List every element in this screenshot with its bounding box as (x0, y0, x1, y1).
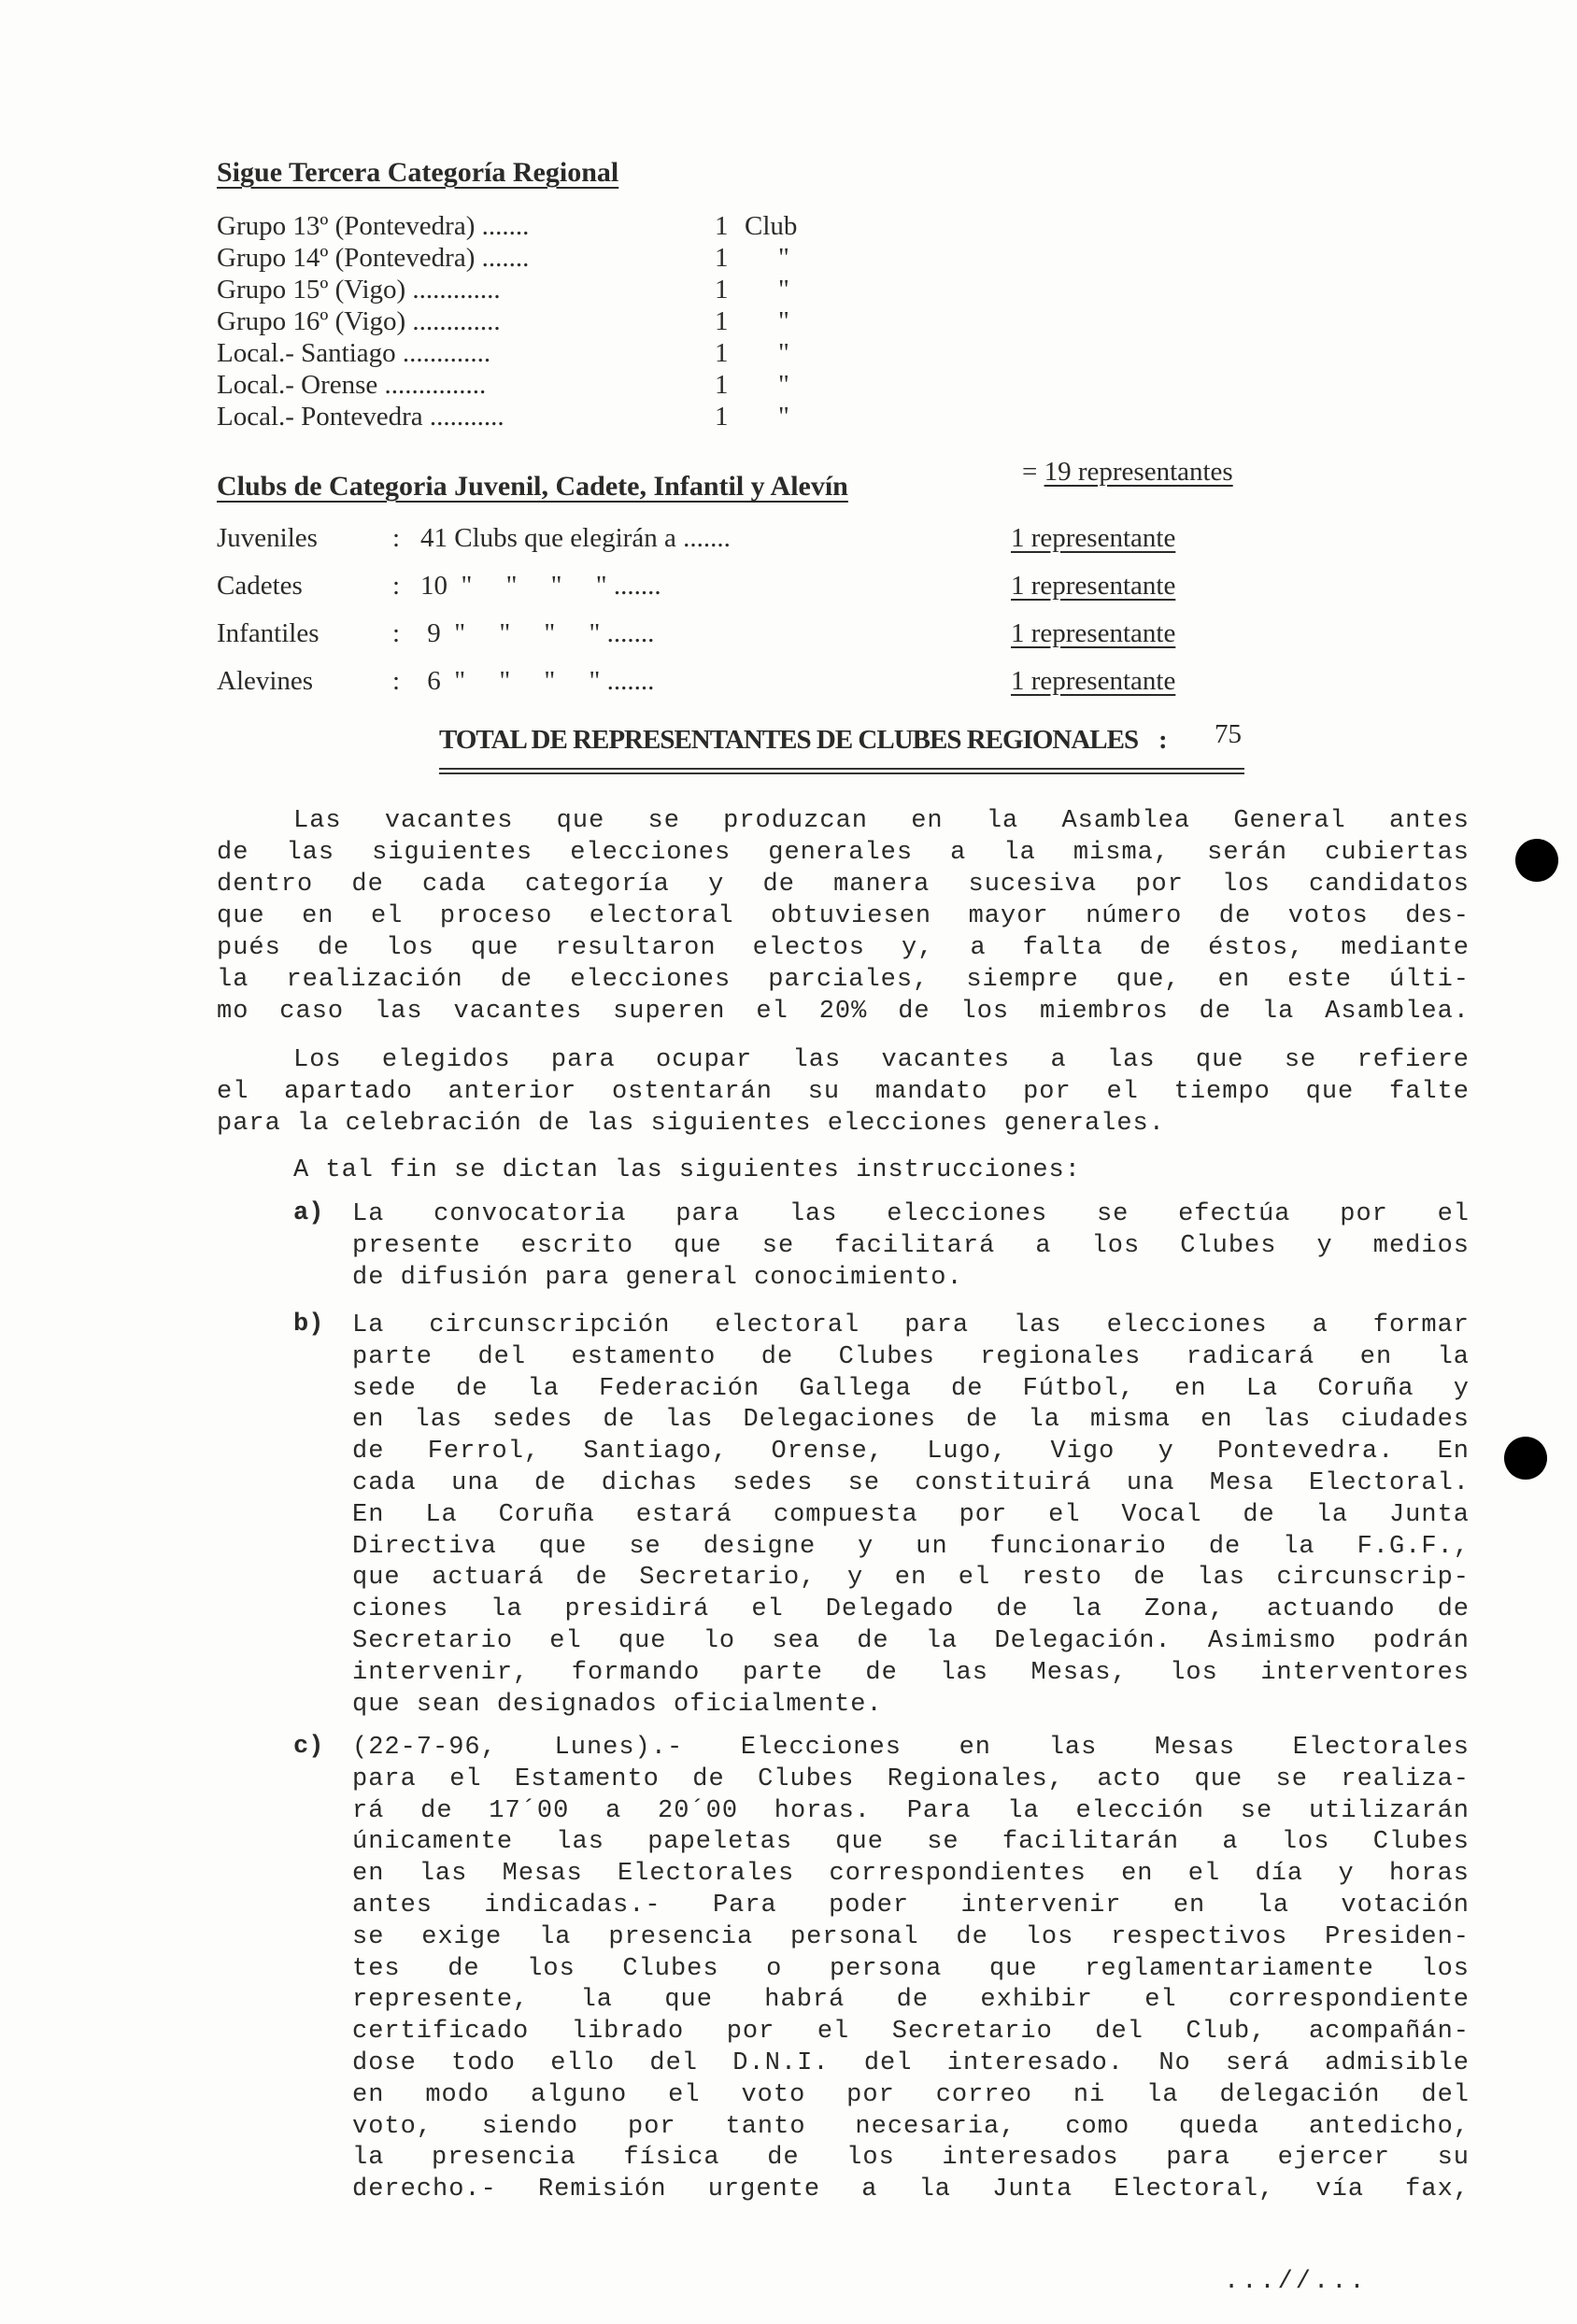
grand-total-value: 75 (1215, 719, 1242, 749)
group-unit: " (778, 402, 789, 432)
list-item-line: Directiva que se designe y un funcionario de la F.G.F., (352, 1532, 1470, 1561)
group-count: 1 (715, 306, 729, 336)
list-item-text (352, 1311, 1470, 1721)
total-equals: = (1022, 457, 1038, 487)
group-unit: " (778, 370, 789, 400)
category-result: 1 representante (1011, 666, 1176, 696)
body-paragraph (217, 805, 1470, 1027)
group-count: 1 (715, 211, 729, 241)
group-count: 1 (715, 402, 729, 432)
list-item-line: certificado librado por el Secretario del Club, acompañán- (352, 2018, 1470, 2047)
list-item-line: de difusión para general conocimiento. (352, 1263, 963, 1292)
paragraph-line: Las vacantes que se produzcan en la Asamblea General antes (293, 807, 1470, 835)
paragraph-line: que en el proceso electoral obtuviesen mayor número de votos des- (217, 902, 1470, 930)
list-item-line: de Ferrol, Santiago, Orense, Lugo, Vigo y Pontevedra. En (352, 1438, 1470, 1467)
list-item-line: tes de los Clubes o persona que reglamentariamente los (352, 1954, 1470, 1983)
list-item-line: que actuará de Secretario, y en el resto de las circunscrip- (352, 1564, 1470, 1593)
group-unit: " (778, 306, 789, 336)
group-name: Local.- Orense ............... (217, 370, 487, 400)
total-value: 19 representantes (1044, 457, 1233, 487)
category-name: Infantiles (217, 618, 320, 648)
group-count: 1 (715, 243, 729, 273)
list-item-line: se exige la presencia personal de los respectivos Presiden- (352, 1922, 1470, 1951)
category-description: 41 Clubs que elegirán a ....... (420, 523, 731, 553)
list-item-line: La convocatoria para las elecciones se efectúa por el (352, 1200, 1470, 1228)
category-description: 10 " " " " ....... (420, 571, 661, 601)
list-item-line: rá de 17´00 a 20´00 horas. Para la elección se utilizarán (352, 1796, 1470, 1825)
group-name: Local.- Santiago ............. (217, 338, 491, 368)
total-representantes (995, 426, 1233, 518)
list-item-line: presente escrito que se facilitará a los Clubes y medios (352, 1231, 1470, 1260)
double-rule (439, 768, 1244, 774)
list-item-line: en modo alguno el voto por correo ni la delegación del (352, 2080, 1470, 2109)
group-count: 1 (715, 338, 729, 368)
group-name: Grupo 16º (Vigo) ............. (217, 306, 501, 336)
category-colon: : (392, 618, 401, 648)
category-colon: : (392, 666, 401, 696)
grand-total-colon: : (1158, 725, 1168, 755)
punch-hole-mark (1515, 839, 1558, 882)
category-result: 1 representante (1011, 523, 1176, 553)
category-name: Alevines (217, 666, 314, 696)
category-description: 6 " " " " ....... (420, 666, 655, 696)
section-heading-tercera-categoria: Sigue Tercera Categoría Regional (217, 157, 619, 188)
list-item-line: en las Mesas Electorales correspondientes en el día y horas (352, 1860, 1470, 1889)
list-item-line: La circunscripción electoral para las elecciones a formar (352, 1311, 1470, 1339)
body-paragraph (217, 1044, 1470, 1140)
paragraph-line: pués de los que resultaron electos y, a falta de éstos, mediante (217, 934, 1470, 962)
category-colon: : (392, 523, 401, 553)
paragraph-line: para la celebración de las siguientes elecciones generales. (217, 1110, 1165, 1138)
category-colon: : (392, 571, 401, 601)
punch-hole-mark (1504, 1437, 1547, 1480)
grand-total-label: TOTAL DE REPRESENTANTES DE CLUBES REGIONALES (439, 725, 1139, 755)
group-unit: " (778, 338, 789, 368)
paragraph-line: el apartado anterior ostentarán su mandato por el tiempo que falte (217, 1078, 1470, 1106)
group-name: Grupo 15º (Vigo) ............. (217, 275, 501, 305)
category-result: 1 representante (1011, 571, 1176, 601)
list-item-line: Secretario el que lo sea de la Delegación. Asimismo podrán (352, 1626, 1470, 1655)
category-name: Juveniles (217, 523, 318, 553)
group-name: Grupo 13º (Pontevedra) ....... (217, 211, 530, 241)
list-item-line: (22-7-96, Lunes).- Elecciones en las Mesas Electorales (352, 1734, 1470, 1762)
paragraph-line: Los elegidos para ocupar las vacantes a las que se refiere (293, 1046, 1470, 1074)
group-name: Grupo 14º (Pontevedra) ....... (217, 243, 530, 273)
list-item-line: cada una de dichas sedes se constituirá una Mesa Electoral. (352, 1468, 1470, 1497)
category-name: Cadetes (217, 571, 303, 601)
group-count: 1 (715, 370, 729, 400)
list-item-line: únicamente las papeletas que se facilitarán a los Clubes (352, 1828, 1470, 1857)
list-item-line: En La Coruña estará compuesta por el Vocal de la Junta (352, 1500, 1470, 1529)
list-item-text (352, 1733, 1470, 2206)
list-item-line: la presencia física de los interesados para ejercer su (352, 2144, 1470, 2173)
group-count: 1 (715, 275, 729, 305)
list-item-line: antes indicadas.- Para poder intervenir en la votación (352, 1891, 1470, 1920)
list-item-text (352, 1199, 1470, 1294)
list-item-label: b) (293, 1311, 324, 1339)
category-description: 9 " " " " ....... (420, 618, 655, 648)
list-item-line: ciones la presidirá el Delegado de la Zona, actuando de (352, 1595, 1470, 1624)
continuation-mark: ...//... (1224, 2268, 1368, 2296)
list-item-label: c) (293, 1733, 324, 1761)
group-unit: Club (745, 211, 798, 241)
paragraph-line: dentro de cada categoría y de manera sucesiva por los candidatos (217, 871, 1470, 899)
list-item-line: en las sedes de las Delegaciones de la misma en las ciudades (352, 1406, 1470, 1435)
paragraph-line: A tal fin se dictan las siguientes instrucciones: (293, 1156, 1081, 1184)
list-item-label: a) (293, 1199, 324, 1227)
section-heading-juvenil: Clubs de Categoria Juvenil, Cadete, Infantil y Alevín (217, 471, 848, 502)
paragraph-line: de las siguientes elecciones generales a la misma, serán cubiertas (217, 839, 1470, 867)
paragraph-line: mo caso las vacantes superen el 20% de los miembros de la Asamblea. (217, 998, 1470, 1026)
group-name: Local.- Pontevedra ........... (217, 402, 504, 432)
list-item-line: dose todo ello del D.N.I. del interesado. No será admisible (352, 2048, 1470, 2077)
category-result: 1 representante (1011, 618, 1176, 648)
body-paragraph (217, 1155, 1470, 1186)
list-item-line: represente, la que habrá de exhibir el correspondiente (352, 1986, 1470, 2015)
paragraph-line: la realización de elecciones parciales, siempre que, en este últi- (217, 966, 1470, 994)
list-item-line: intervenir, formando parte de las Mesas, los interventores (352, 1658, 1470, 1687)
list-item-line: parte del estamento de Clubes regionales radicará en la (352, 1342, 1470, 1371)
list-item-line: para el Estamento de Clubes Regionales, acto que se realiza- (352, 1764, 1470, 1793)
list-item-line: que sean designados oficialmente. (352, 1690, 883, 1719)
group-unit: " (778, 275, 789, 305)
list-item-line: derecho.- Remisión urgente a la Junta Electoral, vía fax, (352, 2175, 1470, 2204)
group-unit: " (778, 243, 789, 273)
list-item-line: sede de la Federación Gallega de Fútbol, en La Coruña y (352, 1374, 1470, 1403)
list-item-line: voto, siendo por tanto necesaria, como queda antedicho, (352, 2112, 1470, 2141)
